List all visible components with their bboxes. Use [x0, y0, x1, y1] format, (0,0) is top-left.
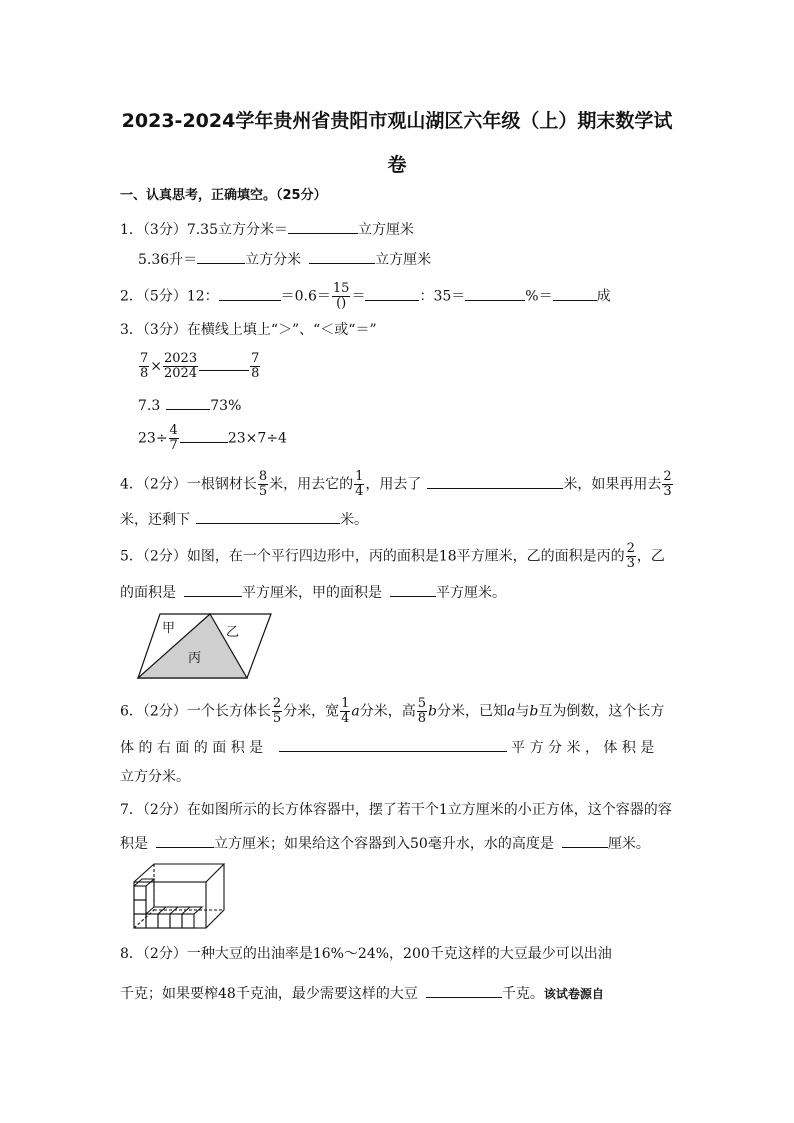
answer-blank[interactable]	[390, 581, 436, 597]
question-text: 73%	[210, 398, 242, 414]
question-text: ＝0.6＝	[280, 288, 331, 305]
question-text: 厘米。	[607, 836, 650, 852]
question-text: 立方厘米	[375, 252, 432, 268]
answer-blank[interactable]	[465, 285, 525, 301]
question-text: 积是	[120, 836, 148, 852]
question-7-line-1: 7．（2分）在如图所示的长方体容器中，摆了若干个1立方厘米的小正方体，这个容器的容	[120, 802, 672, 818]
cube	[134, 900, 146, 914]
answer-blank[interactable]	[562, 832, 608, 848]
answer-blank[interactable]	[166, 394, 210, 410]
cube	[158, 914, 170, 928]
question-text: 互为倒数，这个长方	[538, 703, 665, 720]
answer-blank[interactable]	[219, 285, 281, 301]
answer-blank[interactable]	[197, 248, 245, 264]
cube	[134, 886, 146, 900]
question-text: 分米，已知	[437, 703, 507, 720]
fraction: $\frac{1}{4}$	[355, 469, 364, 499]
section-heading: 一、认真思考，正确填空。（25分）	[120, 188, 327, 203]
question-3-row-2	[138, 394, 241, 416]
question-text: ，用去了	[365, 476, 422, 493]
question-text: 千克。	[501, 986, 544, 1002]
question-7-line-2	[120, 832, 650, 854]
hidden-edge	[134, 910, 154, 928]
fraction: $\frac{5}{8}$	[417, 696, 427, 726]
question-text: 分米，宽	[283, 703, 340, 720]
cube-edge	[182, 907, 190, 914]
cube	[146, 914, 158, 928]
fraction: $\frac{2}{3}$	[626, 541, 635, 571]
fraction: $\frac{7}{8}$	[251, 351, 260, 381]
question-6-line-3: 立方分米。	[120, 769, 190, 785]
question-text: %＝	[525, 288, 553, 305]
question-text: 1．（3分）7.35立方分米＝	[120, 222, 288, 238]
question-text: 4．（2分）一根钢材长	[120, 476, 257, 493]
fraction: $\frac{2023}{2024}$	[164, 351, 198, 381]
fraction: $\frac{7}{8}$	[140, 351, 149, 381]
question-8-line-2	[120, 982, 604, 1004]
variable-a: a	[507, 703, 516, 720]
question-text: 米，用去它的	[269, 476, 354, 493]
question-text: 平 方 分 米 ， 体 积 是	[511, 740, 655, 756]
cube	[170, 914, 182, 928]
question-text: 分米，高	[359, 703, 416, 720]
answer-blank[interactable]	[196, 508, 340, 524]
question-text: 平方厘米，甲的面积是	[242, 585, 382, 601]
fraction: $\frac{8}{5}$	[258, 469, 268, 499]
question-text: 立方厘米；如果给这个容器到入50毫升水，水的高度是	[214, 836, 554, 852]
answer-blank[interactable]	[365, 285, 419, 301]
question-6-line-1	[120, 697, 664, 726]
question-text: 立方厘米	[358, 222, 414, 238]
fraction: $\frac{4}{7}$	[169, 423, 178, 453]
question-text: ：35＝	[419, 288, 466, 305]
cube	[182, 914, 194, 928]
fraction: $\frac{1}{4}$	[341, 696, 350, 726]
fraction: $\frac{2}{5}$	[272, 696, 282, 726]
fraction: $\frac{15}{()}$	[332, 281, 350, 311]
question-text: 2．（5分）12：	[120, 288, 219, 305]
question-text: ，乙	[636, 548, 665, 565]
answer-blank[interactable]	[426, 982, 502, 998]
question-text: 米，还剩下	[120, 512, 190, 528]
question-text: ＝	[351, 288, 366, 305]
answer-blank[interactable]	[288, 218, 358, 234]
question-text: 米。	[340, 512, 368, 528]
question-text: 23×7÷4	[227, 430, 287, 447]
question-text: 的面积是	[120, 585, 176, 601]
question-8-line-1: 8．（2分）一种大豆的出油率是16%～24%，200千克这样的大豆最少可以出油	[120, 946, 612, 962]
answer-blank[interactable]	[427, 473, 563, 489]
parallelogram-figure	[136, 610, 276, 682]
question-5-line-2	[120, 581, 506, 603]
answer-blank[interactable]	[309, 248, 375, 264]
answer-blank[interactable]	[553, 285, 597, 301]
question-2	[120, 282, 611, 311]
question-5-line-1	[120, 542, 665, 571]
variable-a: a	[351, 703, 360, 720]
page-title: 2023-2024学年贵州省贵阳市观山湖区六年级（上）期末数学试	[121, 110, 673, 132]
answer-blank[interactable]	[180, 427, 228, 443]
answer-blank[interactable]	[184, 581, 242, 597]
question-text: 米，如果再用去	[563, 476, 662, 493]
question-3: 3．（3分）在横线上填上“＞”、“＜或“＝”	[120, 322, 377, 338]
question-text: 23÷	[138, 430, 168, 447]
question-text: 7.3	[138, 398, 161, 414]
variable-b: b	[428, 703, 437, 720]
answer-blank[interactable]	[279, 736, 507, 752]
page-title-continued: 卷	[387, 154, 407, 176]
question-1-line-2	[138, 248, 431, 270]
question-text: 5.36升＝	[138, 252, 198, 268]
question-text: 千克；如果要榨48千克油，最少需要这样的大豆	[120, 986, 418, 1002]
fraction: $\frac{2}{3}$	[663, 469, 672, 499]
question-6-line-2	[120, 736, 654, 758]
question-4-line-1	[120, 470, 674, 499]
label-jia: 甲	[162, 621, 176, 636]
question-text: 5．（2分）如图，在一个平行四边形中，丙的面积是18平方厘米，乙的面积是丙的	[120, 548, 625, 565]
question-text: 成	[596, 288, 611, 305]
question-3-row-3	[138, 424, 287, 453]
question-3-row-1	[138, 352, 261, 381]
source-note: 该试卷源自	[543, 987, 604, 1001]
question-text: 体 的 右 面 的 面 积 是	[120, 740, 264, 756]
answer-blank[interactable]	[199, 355, 249, 371]
question-text: 平方厘米。	[436, 585, 506, 601]
cuboid-container-figure	[132, 860, 228, 932]
question-text: 6．（2分）一个长方体长	[120, 703, 271, 720]
question-1-line-1	[120, 218, 414, 240]
answer-blank[interactable]	[156, 832, 214, 848]
label-bing: 丙	[188, 651, 202, 666]
question-4-line-2	[120, 508, 368, 530]
question-text: 与	[515, 703, 530, 720]
label-yi: 乙	[226, 625, 240, 640]
variable-b: b	[529, 703, 539, 720]
question-text: 立方分米	[245, 252, 302, 268]
times-sign: ×	[150, 358, 163, 375]
